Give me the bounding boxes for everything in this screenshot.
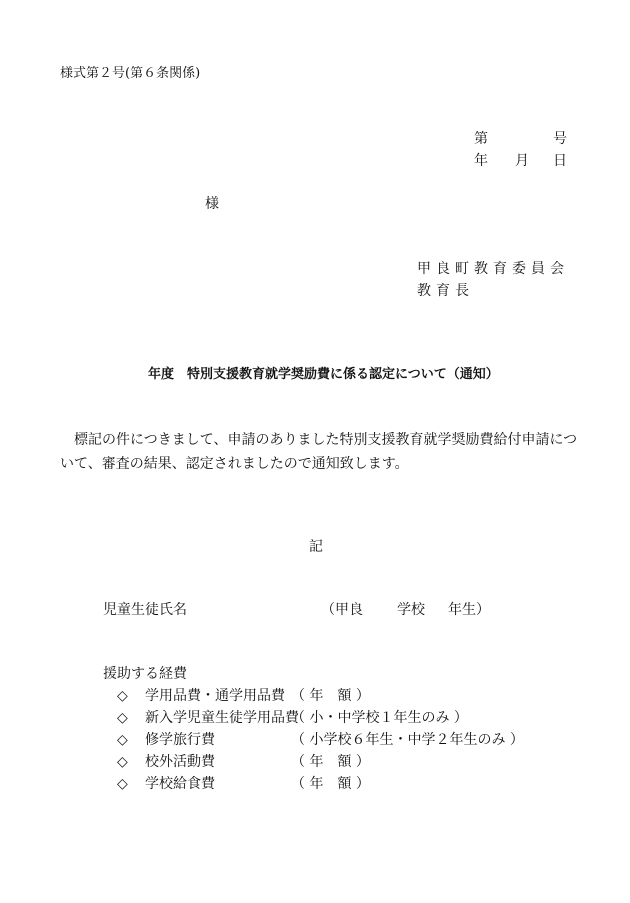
expense-item-name: 校外活動費 xyxy=(145,754,215,770)
expense-item-name: 修学旅行費 xyxy=(145,732,215,748)
student-school-prefix: （甲良 xyxy=(321,602,363,618)
body-paragraph: 標記の件につきまして、申請のありました特別支援教育就学奨励費給付申請について、審査の結果、認定されましたので通知致します。 xyxy=(60,432,578,472)
diamond-bullet-icon: ◇ xyxy=(117,732,128,748)
expense-item-note: （ 小・中学校１年生のみ ） xyxy=(291,710,468,726)
form-label: 様式第２号(第６条関係) xyxy=(60,66,201,81)
expense-item-note: （ 年 額 ） xyxy=(291,688,370,704)
doc-number-dai: 第 xyxy=(474,131,488,147)
date-year: 年 xyxy=(474,153,488,169)
ki-heading: 記 xyxy=(309,539,323,555)
document-title: 年度 特別支援教育就学奨励費に係る認定について（通知） xyxy=(148,367,499,382)
expense-item-name: 学校給食費 xyxy=(145,776,215,792)
diamond-bullet-icon: ◇ xyxy=(117,776,128,792)
expense-item-note: （ 年 額 ） xyxy=(291,776,370,792)
student-grade: 年生） xyxy=(448,602,490,618)
date-day: 日 xyxy=(553,153,567,169)
diamond-bullet-icon: ◇ xyxy=(117,710,128,726)
student-school-suffix: 学校 xyxy=(397,602,425,618)
sender-title: 教育長 xyxy=(417,283,474,299)
expense-item-name: 新入学児童生徒学用品費 xyxy=(145,710,299,726)
sender-org: 甲良町教育委員会 xyxy=(417,261,569,277)
doc-number-go: 号 xyxy=(553,131,567,147)
diamond-bullet-icon: ◇ xyxy=(117,688,128,704)
expense-item-note: （ 小学校６年生・中学２年生のみ ） xyxy=(291,732,524,748)
date-month: 月 xyxy=(515,153,529,169)
recipient-honorific: 様 xyxy=(205,196,219,212)
diamond-bullet-icon: ◇ xyxy=(117,754,128,770)
expenses-heading: 援助する経費 xyxy=(103,666,187,682)
student-name-label: 児童生徒氏名 xyxy=(103,602,187,618)
expense-item-note: （ 年 額 ） xyxy=(291,754,370,770)
expense-item-name: 学用品費・通学用品費 xyxy=(145,688,285,704)
